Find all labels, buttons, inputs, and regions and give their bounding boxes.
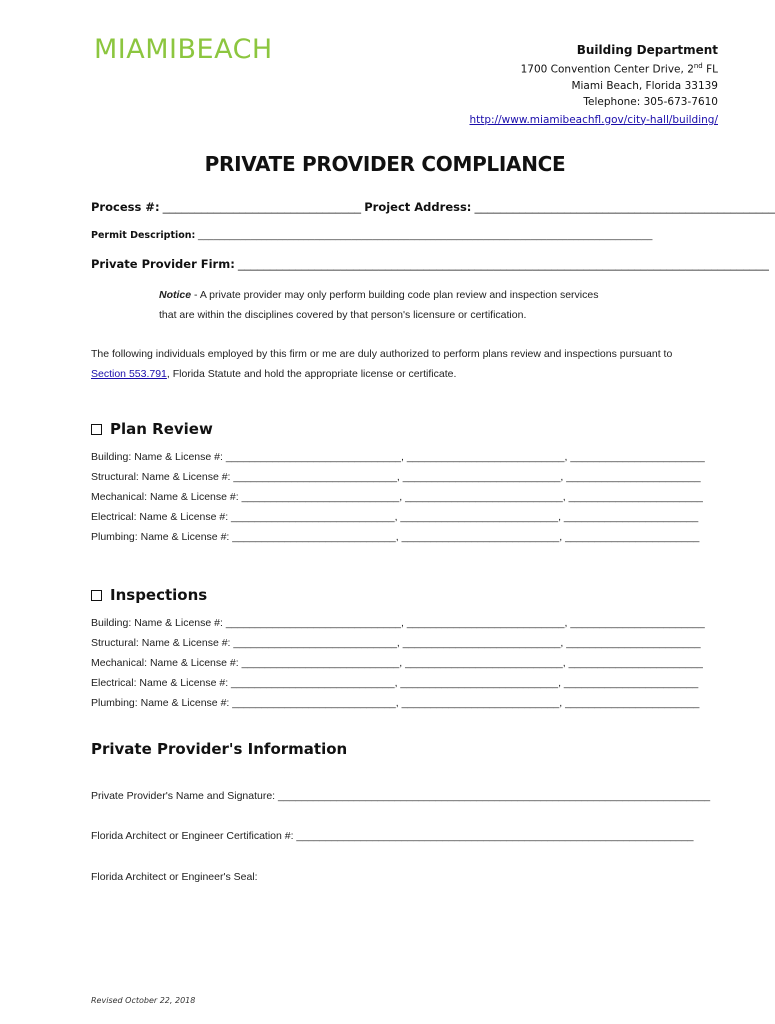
department-contact [470,42,719,128]
provider-info-label: Private Provider's Information [91,740,348,758]
address-line-1: 1700 Convention Center Drive, 2nd FL [520,62,718,76]
telephone: Telephone: 305-673-7610 [583,95,718,108]
plan-review-label: Plan Review [110,420,213,438]
provider-info-heading [91,740,347,758]
provider-name-signature-field[interactable]: Private Provider's Name and Signature: __________________________________________________________________________ [91,790,711,802]
permit-description-row [91,230,718,241]
website-link[interactable]: http://www.miamibeachfl.gov/city-hall/building/ [469,113,718,126]
plan-review-rows [91,447,721,547]
permit-description-field[interactable]: ______________________________________________________________________________________ [195,230,653,241]
seal-label: Florida Architect or Engineer's Seal: [91,871,258,883]
revision-date: Revised October 22, 2018 [91,996,196,1005]
provider-firm-label: Private Provider Firm: [91,257,235,271]
provider-firm-row [91,257,769,271]
project-address-label: Project Address: [364,200,472,214]
notice-label: Notice [159,289,192,301]
plan-review-row-mechanical[interactable]: Mechanical: Name & License #: ___________________________, ___________________________, _______________________ [91,491,703,503]
process-label: Process #: [91,200,160,214]
plan-review-heading [91,420,213,438]
miami-beach-logo [94,36,273,63]
plan-review-row-structural[interactable]: Structural: Name & License #: ____________________________, ___________________________, _______________________ [91,471,701,483]
logo-text-miami: MIAMI [94,34,178,65]
page-title: PRIVATE PROVIDER COMPLIANCE [204,152,566,176]
certification-number-field[interactable]: Florida Architect or Engineer Certification #: ____________________________________________________________________ [91,830,694,842]
authorization-line-2: , Florida Statute and hold the appropriate license or certificate. [166,368,457,380]
project-address-field[interactable]: _______________________________________________ [471,202,775,214]
department-name: Building Department [576,43,718,57]
inspections-row-mechanical[interactable]: Mechanical: Name & License #: ___________________________, ___________________________, _______________________ [91,657,703,669]
provider-firm-field[interactable]: ___________________________________________________________________________________ [234,259,769,271]
inspections-checkbox[interactable] [91,590,102,601]
authorization-line-1: The following individuals employed by this firm or me are duly authorized to perform plans review and inspections pursuant to [91,348,673,360]
process-address-row [91,200,775,214]
inspections-heading [91,586,207,604]
process-field[interactable]: _______________________________ [159,202,365,214]
notice-block [159,285,598,325]
notice-line-1: - A private provider may only perform building code plan review and inspection services [191,289,599,301]
inspections-row-plumbing[interactable]: Plumbing: Name & License #: ____________________________, ___________________________, _______________________ [91,697,700,709]
inspections-label: Inspections [110,586,208,604]
inspections-row-building[interactable]: Building: Name & License #: ______________________________, ___________________________, _______________________ [91,617,705,629]
address-line-2: Miami Beach, Florida 33139 [571,79,718,92]
plan-review-row-electrical[interactable]: Electrical: Name & License #: ____________________________, ___________________________, _______________________ [91,511,699,523]
permit-description-label: Permit Description: [91,230,196,241]
inspections-rows [91,613,721,713]
authorization-paragraph [91,344,718,384]
statute-link[interactable]: Section 553.791 [91,368,167,380]
logo-text-beach: BEACH [177,34,273,65]
notice-line-2: that are within the disciplines covered by that person's licensure or certification. [159,309,527,321]
plan-review-checkbox[interactable] [91,424,102,435]
inspections-row-electrical[interactable]: Electrical: Name & License #: ____________________________, ___________________________, _______________________ [91,677,699,689]
plan-review-row-plumbing[interactable]: Plumbing: Name & License #: ____________________________, ___________________________, _______________________ [91,531,700,543]
plan-review-row-building[interactable]: Building: Name & License #: ______________________________, ___________________________, _______________________ [91,451,705,463]
inspections-row-structural[interactable]: Structural: Name & License #: ____________________________, ___________________________, _______________________ [91,637,701,649]
